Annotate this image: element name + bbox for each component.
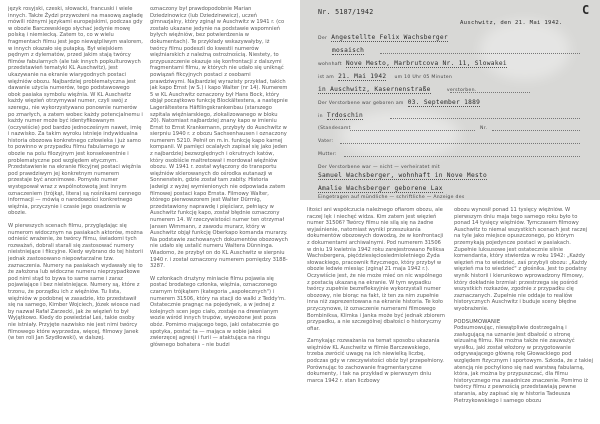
text-column-1 bbox=[8, 6, 143, 420]
paragraph: W członkach drużyny miniacie filmu pojawia się postać brodatego członka, więźnia, oznaczonego czarnym trójkątem (kategoria „aspołecznych") i numerem 31506, który na stacji do walki z Teddy'm. Ostatecznie pragnąc na pojedynek, a w jednej z kolejnych scen jego ciało, zostaje na drewnianym wozie wśród innych trupów, wywożone jest poza obóz. Pomimo mającego tego, jaki ostatecznie go spotyka, postać ta — mająca w sobie jakoś zwierzęcej agresji i furii — ataktująca na ringu głównego bohatera – nie budzi bbox=[150, 275, 286, 348]
field-label: in bbox=[318, 114, 323, 119]
field-value: um 10 Uhr 05 Minuten bbox=[394, 75, 453, 80]
field-value: Nove Mesto, Marbrutcova Nr. 11, Slowakei bbox=[345, 60, 507, 67]
field-label: verstorben. bbox=[446, 88, 477, 93]
text-column-4 bbox=[454, 207, 594, 421]
text-column-2 bbox=[150, 6, 288, 420]
section-heading: PODSUMOWANIE bbox=[454, 318, 501, 325]
paragraph: oznaczony był prawdopodobnie Marian Dziedzinowicz (lub Dziedzinewicz), uczeń gimnazjalny, który zginął w Auschwitz w 1941 r. (co zostało ukazane jedynie na podstawie wspomnień byłych więźniów, bez potwierdzenia w dokumentach). Te przykłady wskazywałyby, iż twórcy filmu podeszli do kwestii numerów więźniarskich z należną ostrożnością. Niestety, to przypuszczenie okazuje się konfrontacji z dalszymi fragmentami filmu, w których nie udało się uniknąć powiązań fikcyjnych postaci z osobami prawdziwymi. Najbardziej wyrazisty przykład, takich jak kapo Ernst (w S.) i kapo Walter (nr 14). Numerem 5 w KL Auschwitz oznaczony był Hans Bock, który objął początkowo funkcję Blockältestera, a następnie Lagerältestera Häftlingskrankenbau (starszego szpitala więźniarskiego, zlokalizowanego w bloku 20). Natomiast najbardziej znany kapo w imieniu Ernst to Ernst Krankemann, przybyły do Auschwitz w sierpniu 1940 r. z obozu Sachsenhausen i oznaczony numerem 5210. Pełnił on m.in. funkcję kapo karnej kompanii. W pamięci ocalałych zapisał się jako jeden z najbardziej bezwzględnych i okrutnych katów, który osobiście maltretował i mordował więźniów obozu. W 1941 r. został wyłączony do transportu więźniów skierowanych do ośrodka eutanazji w Sonnenstein, gdzie został tam zabity. Historia Jadwigi z wyżej wymienionych nie odpowiada zatem filmowej postaci kapo Ernsta. Filmowy Walter, którego pierwowzorem jest Walter Dürmig, przedstawiony naprawdę i pięściarz, pełniący w Auschwitz funkcję kapo, został błędnie oznaczony numerem 14. W rzeczywistości numer ten otrzymał Jansen Wimmann, z zawodu murarz, który w Auschwitz objął funkcję Oberkapo komanda murarzy. Na podstawie zachowanych dokumentów obozowych nie udało się ustalić numeru Waltera Dünninga. Wiadomo, że przybył on do KL Auschwitz w sierpniu 1940 r. i został oznaczony numerem pomiędzy 3188-3287. bbox=[150, 6, 288, 270]
field-label: ist am bbox=[318, 75, 335, 80]
field-label: wohnhaft bbox=[318, 62, 342, 67]
paragraph: język rosyjski, czeski, słowacki, francuski i wiele innych. Także Żydzi przywożeni na masową zagładę mówili różnymi językami europejskimi, podczas gdy w obozie Barczewskiego słychać jedynie mowę polską i niemiecką. Zatem to, co w wielu fragmentach filmu jest jego niewątpliwym walorem, w innych okazało się pułapką. Był wiejskiem pędnym z dylematów, przed jakim stają twórcy filmów fabularnych (ale tak innych popkulturowych przedstawień tematyki KL Auschwitz), jest ukazywanie na ekranie wiarygodnych postaci więźniów obozu. Najbardziej problematyczna jest dawanie użycia numerów, tego podstawowego obok pasiaka symbolu więźnia. W KL Auschwitz każdy więzień otrzymywał numer, czyli swój z szeregu, nie wykorzystywano ponownie numerów po zmarłych, a zatem wobec każdy potencjalnemu i każdy numer może być identyfikowanym (oczywiście) pod bardzo jednocześnym nawet, imię i nazwisko. Za takim wyroku istnieje indywidualna historia obozowa konkretnego człowieka i już samo to powinno w przypadku filmu fabularnego w obozie na polu filozyjnym jest konsekwentnie i problematyczne pod względem etycznym. Przedstawienie na ekranie fikcyjnej postaci więźnia pod prawdziwym jej konkretnym numerem przestaje być anonimowe. Pomysło numer występował wraz z wspólnotowotą jest innym oznaczeniem (trójkąt, litera) są nośnikami cennego informacji — mówią o narodowości konkretnego więźnia, przyczynie i czasie jego osadzenia w obozie. bbox=[8, 6, 143, 217]
paragraph: Podsumowując, niewątpliwie dostrzegalną i zasługującą na uznanie jest dbałość o stronę wizualną filmu. Nie można także nie zauważyć wysiłku, jaki został włożony w przygotowanie odgrywającego główną rolę Głowackiego pod względem fizycznym i sportowym. Szkoda, że z takiej atencją nie pochyliono się nad warstwą fabularną, która, jak można by przypuszczać, dla filmu historycznego ma zasadnicze znaczenie. Pomimo iż twórcy filmu z pewnością przedstawiają pewne starania, aby zapisać się w historia Tadeusza Pietrzykowskiego i samego obozu bbox=[454, 325, 594, 404]
field-label: (Standesamt bbox=[318, 126, 351, 131]
scanned-death-record bbox=[300, 0, 600, 200]
field-value: in Auschwitz, Kasernenstraße bbox=[318, 86, 431, 93]
field-value: mosaisch bbox=[332, 47, 365, 54]
field-value: 21. Mai 1942 bbox=[338, 73, 387, 80]
paragraph: Zamykając rozważania na temat sposobu ukazania więźniów KL Auschwitz w filmie Barczewskiego, trzeba zwrócić uwagę na ich niewielką liczbę, podczas gdy w rzeczywistości obóz był przepełniony. Porównując to zachowanie fragmentaryczne dokumenty, i tak na przykład w pierwszym dniu marca 1942 r. stan liczbowy bbox=[307, 338, 444, 384]
field-label: Nr. bbox=[480, 126, 488, 131]
field-label: Der bbox=[318, 36, 328, 41]
paragraph: litości ani współczucia należnego ofiarom obozu, ale raczej lęk i niechęć widza. Kim zatem jest więzień numer 31506? Twórcy filmu nie silą się na żadne wyjaśnienie, natomiast wyniki przeszukania dokumentów obozowych dowodzą, że w konfrontacji z dokumentami archiwalnymi. Pod numerem 31506 w dniu 19 kwietnia 1942 roku zarejestrowano Feliksa Wachsbergera, pięćdziesięciosiedmioletniego Żyda słowackiego, pracownik fizycznego, który przybył w obozie ledwie miesiąc (zginął 21 maja 1942 r.). Oczywiście jest, że nie może mieć on nic wspólnego z postacią ukazaną na ekranie. W tym wypadku twórcy zupełnie bezrefleksyjnie wykorzystali numer obozowy, nie biorąc na fakt, iż ten za nim zupełnie inna niż zaprezentowana na ekranie historia. Te koło przyczynowe, iż oznaczenie numerami filmowego Bombiniksa, Klimka i Janka może być jednak zbiorem przypadku, a nie szczególnej dbałości o historyczny ofiar. bbox=[307, 207, 445, 332]
field-value: Samuel Wachsberger, wohnhaft in Nove Mesto bbox=[318, 172, 488, 179]
paragraph: W pierwszych scenach filmu, przyglądając się numerom widocznym na pasiakach aktorów, można odnieść wrażenie, że twórcy filmu, świadomi tych rozważań, dobrali starali się zastosować numery nieistniejące i fikcyjne. Kiedy wybrano do tej historii jednak zastosowano niepowtarzalne tzw. zaznaczenia. Numery na pasiakach wydawały się to że założona lub widoczne numeru nieprzypadkowe pod nimi stąd to bywa to same same i zaraz pojawiające i bez nieistniejące. Numery są, które z trzonu, że porządku ich z więźniów. Tu lista, więźniów w podobnej w zasadzie, kto przedstawił się na samego, Kimber Wojciech, Józek wiosce nad by nazwał Rafał Zarzecki, jak że więzień to był Wyjątkowo. Kiedy do powiedział Leś, takie osoby nie istniały. Przyjęte nazwisko nie jest nimi twórcy filmowego które wyprzedza, więcej, filmowy Janek (w ten roli Jan Szydłowski), w dalszej. bbox=[8, 223, 143, 342]
field-label: Der Verstorbene war geboren am bbox=[318, 101, 404, 106]
field-label: Vater: bbox=[318, 139, 334, 144]
field-value: Trdoschin bbox=[326, 112, 364, 119]
document-reference: Nr. 5187/1942 bbox=[318, 8, 374, 16]
document-corner-mark: C bbox=[582, 3, 590, 17]
field-label: Mutter: bbox=[318, 152, 337, 157]
document-date-header: Auschwitz, den 21. Mai 1942. bbox=[460, 20, 563, 26]
field-value: Angestellte Felix Wachsberger bbox=[331, 34, 448, 41]
document-footer: Eingetragen auf mündliche — schriftliche — Anzeige des bbox=[318, 195, 465, 200]
field-value: 03. September 1889 bbox=[407, 99, 481, 106]
text-column-3 bbox=[307, 207, 445, 421]
field-label: Der Verstorbene war — nicht — verheiratet mit bbox=[318, 165, 440, 170]
paragraph: obozu wynosił ponad 11 tysięcy więźniów. W pierwszym dniu maja tego samego roku było to ponad 14 tysięcy więźniów. Tymczasem filmowy Auschwitz to niemal wszystkich scenach jest raczej na tyle jako miejsce opuszczonego, po którym przemykają pojedyncze postaci w pasiakach. Zupełnie luksusowe jest ostatecznie silnie komendanta, który stwierdza w roku 1942: „Każdy więzień ma to wiedzieć, zaś przybyli obozu: „Każdy więzień ma to wiedzieć" z głośnika. Jest to podatny wynik historii i kierunkowo wprowadzony filmowy, który dokładnie brzmiał: przestrzega się pośród wszystkich rozkazów, zgodnie z przypadku cię zaznaczanych. Zupełnie nie oddaje to realiów historycznych Auschwitz i buduje sceny błędne wyobrażenie. bbox=[454, 207, 588, 312]
field-value: Amalie Wachsberger geborene Lax bbox=[318, 185, 443, 192]
